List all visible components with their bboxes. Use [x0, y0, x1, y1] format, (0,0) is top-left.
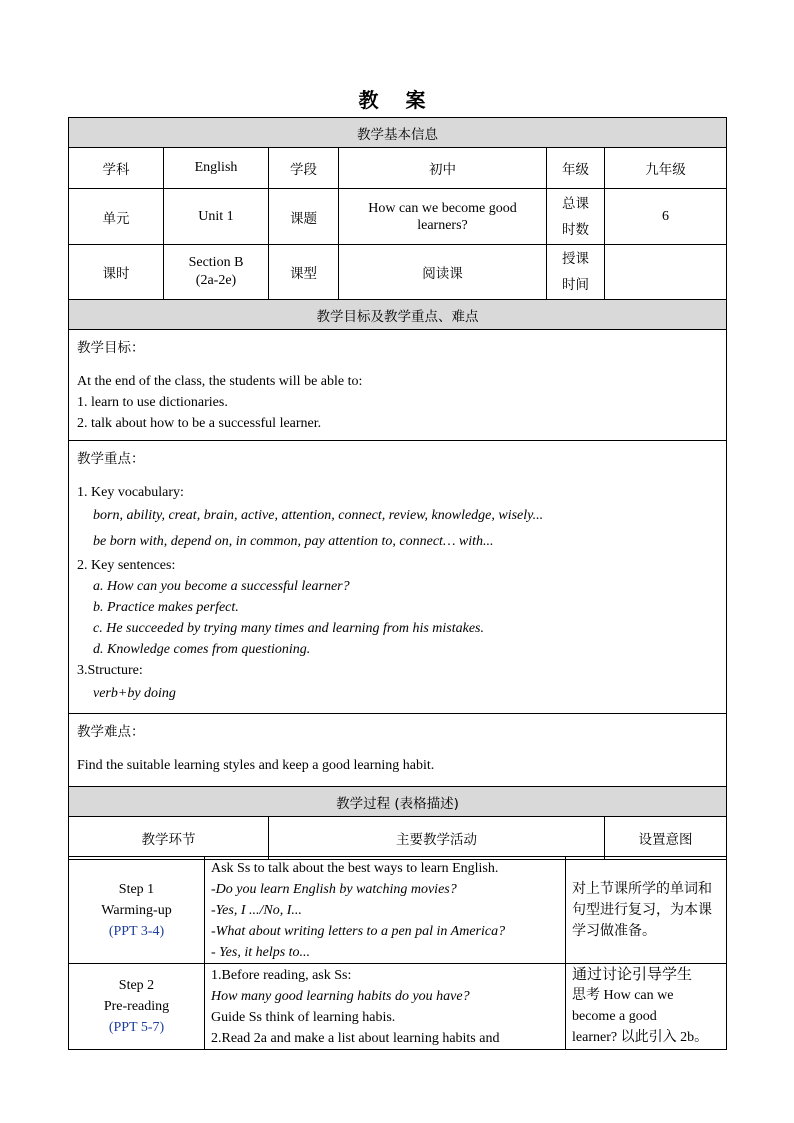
goals-row [69, 330, 727, 441]
objectives-header: 教学目标及教学重点、难点 [69, 300, 727, 330]
step-name: Warming-up [101, 902, 172, 918]
teaching-time-label-line2: 时间 [562, 277, 589, 293]
step-cell [69, 964, 205, 1050]
objectives-header-row [69, 300, 727, 330]
lesson-type-label: 课型 [269, 245, 339, 300]
grade-value: 九年级 [605, 148, 727, 189]
key-sentence: d. Knowledge comes from questioning. [93, 642, 311, 657]
process-columns-row [69, 817, 727, 860]
goal-item: 1. learn to use dictionaries. [77, 395, 228, 410]
teaching-time-value [605, 245, 727, 300]
basic-info-row-3 [69, 245, 727, 300]
process-step-row [69, 857, 727, 964]
key-points-heading: 教学重点： [77, 451, 145, 467]
difficulties-heading: 教学难点： [77, 724, 145, 740]
topic-value: How can we become good learners? [339, 189, 547, 245]
intent-line: learner? 以此引入 2b。 [572, 1030, 709, 1045]
step-cell [69, 857, 205, 964]
unit-value: Unit 1 [164, 189, 269, 245]
key-sentence: b. Practice makes perfect. [93, 600, 239, 615]
activity-line: -Do you learn English by watching movies? [211, 882, 457, 897]
total-periods-label-line2: 时数 [562, 221, 589, 238]
teaching-time-label-line1: 授课 [562, 251, 589, 267]
teaching-goals-block [69, 330, 727, 441]
activity-line: Ask Ss to talk about the best ways to learn English. [211, 861, 499, 876]
process-step-row [69, 964, 727, 1050]
level-label: 学段 [269, 148, 339, 189]
intent-line: 思考 How can we [572, 988, 674, 1003]
subject-value: English [164, 148, 269, 189]
total-periods-value: 6 [605, 189, 727, 245]
lesson-plan-table [68, 117, 727, 860]
process-header-row [69, 787, 727, 817]
process-table [68, 856, 727, 1050]
unit-label: 单元 [69, 189, 164, 245]
step-name: Pre-reading [103, 999, 170, 1014]
grade-label: 年级 [547, 148, 605, 189]
key-sentence: a. How can you become a successful learner? [93, 579, 350, 594]
activity-line: 2.Read 2a and make a list about learning habits and [211, 1031, 500, 1046]
step-ppt: (PPT 3-4) [108, 923, 165, 939]
key-sentence: c. He succeeded by trying many times and learning from his mistakes. [93, 621, 485, 636]
difficulties-row [69, 714, 727, 787]
activity-line: -What about writing letters to a pen pal in America? [211, 924, 506, 939]
basic-info-header-row [69, 118, 727, 148]
period-label: 课时 [69, 245, 164, 300]
subject-label: 学科 [69, 148, 164, 189]
topic-label: 课题 [269, 189, 339, 245]
lesson-type-value: 阅读课 [339, 245, 547, 300]
col-step-header: 教学环节 [69, 817, 269, 860]
activity-line: -Yes, I .../No, I... [211, 903, 302, 918]
key-points-block [69, 441, 727, 714]
goals-heading: 教学目标： [77, 340, 145, 356]
activity-line: How many good learning habits do you have? [211, 989, 470, 1004]
basic-info-row-1 [69, 148, 727, 189]
vocab-line: born, ability, creat, brain, active, attention, connect, review, knowledge, wisely... [93, 508, 544, 523]
key-points-row [69, 441, 727, 714]
intent-cell: 对上节课所学的单词和句型进行复习，为本课学习做准备。 [566, 857, 727, 964]
teaching-time-label [547, 245, 605, 300]
step-ppt: (PPT 5-7) [108, 1020, 165, 1035]
period-value-line1: Section B [188, 255, 244, 270]
activity-line: Guide Ss think of learning habis. [211, 1010, 396, 1025]
step-number: Step 1 [118, 881, 155, 897]
col-activity-header: 主要教学活动 [269, 817, 605, 860]
structure-label: 3.Structure: [77, 663, 143, 678]
intent-cell [566, 964, 727, 1050]
vocab-line: be born with, depend on, in common, pay attention to, connect… with... [93, 534, 494, 549]
level-value: 初中 [339, 148, 547, 189]
total-periods-label [547, 189, 605, 245]
sentences-label: 2. Key sentences: [77, 558, 176, 573]
process-header: 教学过程 (表格描述) [69, 787, 727, 817]
activity-cell [205, 857, 566, 964]
total-periods-label-line1: 总课 [562, 195, 589, 212]
activity-line: - Yes, it helps to... [211, 945, 311, 960]
activity-line: 1.Before reading, ask Ss: [211, 968, 352, 983]
difficulties-block [69, 714, 727, 787]
period-value-line2: (2a-2e) [195, 273, 237, 288]
intent-line: become a good [572, 1009, 657, 1024]
difficulties-text: Find the suitable learning styles and keep a good learning habit. [77, 758, 435, 773]
basic-info-row-2 [69, 189, 727, 245]
period-value [164, 245, 269, 300]
vocab-label: 1. Key vocabulary: [77, 485, 184, 500]
intent-line: 通过讨论引导学生 [572, 965, 693, 983]
activity-cell [205, 964, 566, 1050]
step-number: Step 2 [118, 978, 155, 993]
basic-info-header: 教学基本信息 [69, 118, 727, 148]
goal-item: 2. talk about how to be a successful learner. [77, 416, 322, 431]
col-intent-header: 设置意图 [605, 817, 727, 860]
goals-intro: At the end of the class, the students will be able to: [77, 374, 363, 389]
structure-value: verb+by doing [93, 686, 176, 701]
page-title: 教 案 [358, 88, 436, 112]
